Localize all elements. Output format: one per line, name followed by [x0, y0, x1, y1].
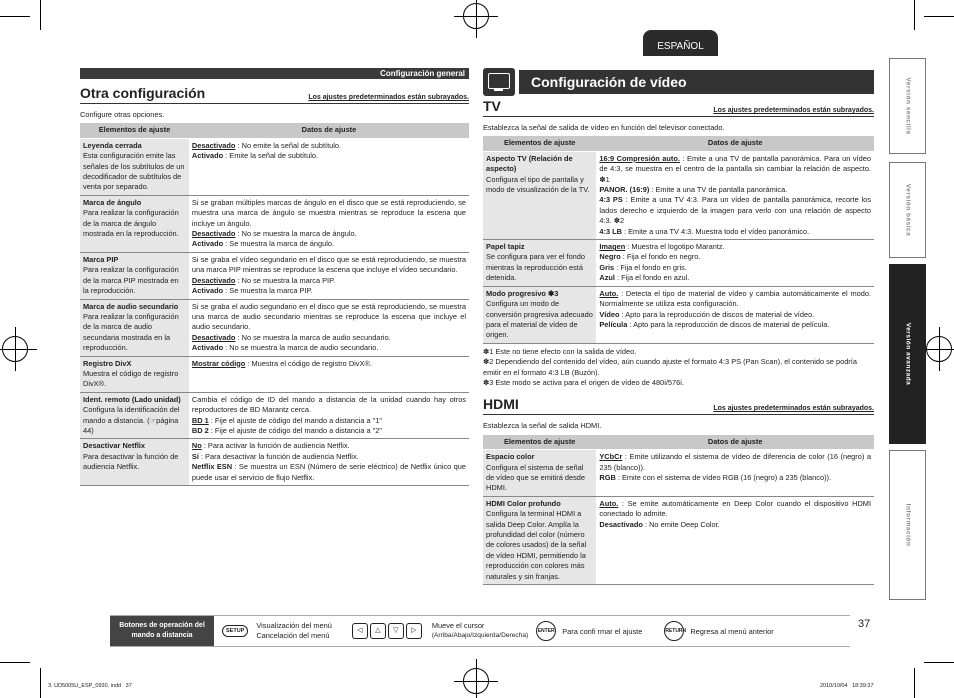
option-line — [192, 452, 466, 462]
option-desc: : Detecta el tipo de material de vídeo y cambia automáticamente el modo. Normalmente se utiliza esta configuración. — [599, 288, 871, 309]
table-row — [80, 299, 469, 356]
option-line — [192, 333, 466, 343]
setting-desc: Para realizar la configuración de la marca de ángulo mostrada en la reproducción. — [83, 208, 179, 239]
setting-name: Papel tapiz — [486, 242, 525, 252]
option-desc: : Para activar la función de audiencia Netflix. — [201, 441, 350, 451]
setup-text: Visualización del menú — [256, 621, 332, 630]
setting-name: Marca de ángulo — [83, 197, 142, 207]
setting-desc: Configura el sistema de señal de vídeo que se emitirá desde HDMI. — [486, 462, 586, 493]
option-key: No — [191, 441, 202, 451]
option-key: Desactivado — [191, 229, 236, 239]
option-line — [192, 343, 466, 353]
column-header: Elementos de ajuste — [483, 435, 596, 450]
setting-name: Registro DivX — [83, 358, 132, 368]
option-desc: : Se emite automáticamente en Deep Color cuando el dispositivo HDMI conectado lo admite. — [599, 498, 871, 519]
setting-item — [80, 439, 189, 486]
option-line — [599, 473, 871, 483]
setting-desc: Para desactivar la función de audiencia Netflix. — [83, 451, 179, 472]
option-desc: : No emite Deep Color. — [642, 519, 720, 529]
option-line — [599, 499, 871, 520]
option-line — [599, 310, 871, 320]
option-desc: : Emite a una TV de pantalla panorámica. — [649, 185, 788, 195]
option-line — [192, 286, 466, 296]
table-row — [80, 392, 469, 439]
remote-buttons-footer — [110, 615, 850, 647]
tab-version-sencilla[interactable] — [889, 58, 926, 154]
table-row — [80, 439, 469, 486]
option-key: 4:3 LB — [599, 226, 622, 236]
option-desc: : Muestra el logotipo Marantz. — [625, 242, 725, 252]
file-slug: 3. UD5005U_ESP_0930. indd 37 — [48, 683, 132, 689]
setting-desc: Para realizar la configuración de la marca PIP mostrada en la reproducción. — [83, 265, 179, 296]
setting-values — [189, 299, 469, 356]
option-line — [599, 273, 871, 283]
option-line — [599, 185, 871, 195]
option-desc: : Muestra el código de registro DivX®. — [245, 358, 372, 368]
hdmi-intro: Establezca la señal de salida HDMI. — [483, 421, 602, 431]
column-header: Datos de ajuste — [189, 123, 469, 138]
footnotes — [483, 347, 874, 389]
setup-button-icon: SETUP — [222, 625, 248, 637]
table-row — [483, 450, 874, 497]
defaults-note: Los ajustes predeterminados están subrayados. — [713, 107, 874, 114]
option-line — [192, 441, 466, 451]
option-line — [192, 151, 466, 161]
setting-values — [596, 240, 874, 287]
setting-item — [483, 286, 596, 343]
setting-item — [80, 252, 189, 299]
tv-intro: Establezca la señal de salida de vídeo en función del televisor conectado. — [483, 123, 725, 132]
column-header: Elementos de ajuste — [483, 136, 596, 151]
footer-label: Botones de operación del mando a distancia — [110, 616, 214, 646]
return-text: Regresa al menú anterior — [690, 626, 774, 636]
option-line — [192, 359, 466, 369]
setting-desc: Se configura para ver el fondo mientras la reproducción está detenida. — [486, 252, 586, 283]
setting-desc: Configura el tipo de pantalla y modo de visualización de la TV. — [486, 174, 590, 195]
option-line — [599, 452, 871, 473]
option-desc: : Se muestra la marca PIP. — [223, 286, 313, 296]
setting-desc: Configura la terminal HDMI a salida Deep Color. Amplía la profundidad del color (número de colores usados) de la señal de vídeo HDMI, permitiendo la reproducción con colores más naturales y sin franjas. — [486, 509, 587, 581]
option-key: Auto. — [599, 288, 619, 298]
section-title: Otra configuración — [80, 85, 206, 101]
option-line — [192, 462, 466, 483]
setting-values — [189, 439, 469, 486]
defaults-note: Los ajustes predeterminados están subrayados. — [713, 405, 874, 413]
option-desc: : Emite a una TV de pantalla panorámica. Para un vídeo de 4:3, se muestra en el centro de la pantalla sin cambiar la relación de aspecto. ✽1 — [599, 153, 871, 184]
option-desc: : Fija el fondo en gris. — [614, 262, 687, 272]
option-key: 4:3 PS — [599, 195, 623, 205]
setting-text: Cambia el código de ID del mando a distancia de la unidad cuando hay otros reproductores de BD Marantz cerca. — [191, 394, 466, 415]
option-key: PANOR. (16:9) — [599, 185, 650, 195]
option-key: YCbCr — [599, 452, 623, 462]
option-key: Activado — [191, 286, 224, 296]
setting-name: Marca de audio secundario — [83, 301, 179, 311]
column-header: Elementos de ajuste — [80, 123, 189, 138]
option-desc: : Emite la señal de subtítulo. — [223, 151, 319, 161]
option-desc: : Se muestra la marca de ángulo. — [223, 239, 335, 249]
settings-table — [80, 123, 469, 486]
option-line — [599, 195, 871, 226]
option-line — [599, 289, 871, 310]
table-row — [483, 151, 874, 239]
setting-values — [189, 356, 469, 392]
setting-values — [596, 151, 874, 239]
setting-name: Espacio color — [486, 452, 535, 462]
option-desc: : No se muestra la marca PIP. — [235, 275, 336, 285]
language-tab — [643, 30, 718, 56]
option-key: Mostrar código — [191, 358, 246, 368]
option-key: Auto. — [599, 498, 619, 508]
setting-item — [80, 392, 189, 439]
option-line — [192, 426, 466, 436]
language-label: ESPAÑOL — [657, 41, 704, 52]
option-desc: : Fije el ajuste de código del mando a distancia a "1" — [208, 415, 383, 425]
setting-desc: Esta configuración emite las señales de los subtítulos de un decodificador de subtítulos de venta por separado. — [83, 151, 185, 192]
cursor-text: (Arriba/Abajo/Izquierda/Derecha) — [431, 632, 529, 639]
table-row — [483, 496, 874, 584]
cursor-text: Mueve el cursor — [431, 621, 485, 630]
intro-text: Configure otras opciones. — [80, 110, 165, 119]
option-key: RGB — [599, 472, 616, 482]
option-desc: : Apto para la reproducción de discos de material de vídeo. — [619, 309, 815, 319]
setting-item — [80, 138, 189, 195]
option-key: BD 2 — [191, 425, 209, 435]
setting-name: Aspecto TV (Relación de aspecto) — [486, 153, 573, 174]
option-line — [192, 276, 466, 286]
defaults-note: Los ajustes predeterminados están subrayados. — [308, 94, 469, 101]
option-key: Desactivado — [191, 140, 236, 150]
option-desc: : No emite la señal de subtítulo. — [235, 140, 342, 150]
right-column — [483, 68, 874, 585]
option-key: Azul — [599, 273, 615, 283]
option-line — [599, 154, 871, 185]
option-key: Desactivado — [191, 275, 236, 285]
setting-values — [189, 195, 469, 252]
option-line — [599, 242, 871, 252]
option-key: Activado — [191, 343, 224, 353]
tv-table — [483, 136, 874, 343]
option-desc: : Fija el fondo en negro. — [620, 252, 701, 262]
tab-label: Versión sencilla — [904, 77, 911, 135]
return-button-icon: RETURN — [664, 621, 684, 641]
setting-text: Si se graban múltiples marcas de ángulo en el disco que se está reproduciendo, se muestra una marca de ángulo se muestra mientras se reproduce la escena que incluye un ángulo. — [191, 197, 466, 228]
setting-item — [483, 240, 596, 287]
tv-icon — [483, 68, 515, 96]
tv-heading: TV — [483, 98, 501, 114]
date-slug: 2010/10/04 18:39:37 — [820, 683, 874, 689]
cursor-buttons-icon: ◁ △ ▽ ▷ — [352, 623, 422, 639]
option-key: Desactivado — [191, 332, 236, 342]
option-desc: : Para desactivar la función de audiencia Netflix. — [198, 451, 359, 461]
setting-item — [80, 195, 189, 252]
option-desc: : Fije el ajuste de código del mando a distancia a "2" — [208, 425, 383, 435]
page-number: 37 — [858, 618, 871, 630]
registration-mark — [463, 3, 489, 29]
option-key: Desactivado — [599, 519, 643, 529]
option-key: Vídeo — [599, 309, 620, 319]
table-row — [483, 286, 874, 343]
setting-desc: Muestra el código de registro DivX®. — [83, 368, 179, 389]
setting-text: Si se graba el vídeo segundario en el disco que se está reproduciendo, se muestra una marca PIP mientras se reproduce la escena que incluye el vídeo secundario. — [191, 254, 466, 275]
table-row — [80, 356, 469, 392]
setup-text: Cancelación del menú — [256, 631, 330, 640]
option-line — [192, 239, 466, 249]
option-desc: : Se muestra un ESN (Número de serie eléctrico) de Netflix único que puede usar el servicio de flujo Netflix. — [191, 462, 466, 482]
option-key: Negro — [599, 252, 621, 262]
option-desc: : No se muestra la marca de ángulo. — [235, 229, 357, 239]
column-header: Datos de ajuste — [596, 136, 874, 151]
setting-values — [189, 252, 469, 299]
tab-informacion[interactable] — [889, 450, 926, 600]
option-line — [599, 320, 871, 330]
footnote: ✽3 Este modo se activa para el origen de vídeo de 480i/576i. — [483, 377, 684, 387]
setting-name: HDMI Color profundo — [486, 498, 561, 508]
registration-mark — [2, 336, 28, 362]
option-line — [599, 263, 871, 273]
option-key: Activado — [191, 239, 224, 249]
setting-name: Desactivar Netflix — [83, 441, 146, 451]
section-title: Configuración de vídeo — [531, 74, 687, 90]
setting-item — [483, 151, 596, 239]
enter-button-icon: ENTER — [536, 621, 556, 641]
setting-desc: Para realizar la configuración de la marca de audio secundaria mostrada en la reproducción. — [83, 311, 179, 353]
registration-mark — [926, 336, 952, 362]
option-desc: : No se muestra la marca de audio secundario. — [235, 332, 391, 342]
table-row — [80, 138, 469, 195]
option-key: BD 1 — [191, 415, 209, 425]
option-desc: : Emite utilizando el sistema de vídeo de diferencia de color (16 (negro) a 235 (blanco)). — [599, 452, 871, 472]
setting-name: Modo progresivo ✽3 — [486, 288, 559, 298]
option-key: Película — [599, 319, 628, 329]
setting-values — [596, 496, 874, 584]
option-desc: : Fija el fondo en azul. — [614, 273, 690, 283]
option-desc: : No se muestra la marca de audio secundario. — [223, 343, 379, 353]
option-line — [192, 141, 466, 151]
footnote: ✽1 Este no tiene efecto con la salida de vídeo. — [483, 346, 637, 356]
setting-text: Si se graba el audio segundario en el disco que se está reproduciendo, se muestra una marca de audio secundario mientras se reproduce la escena que incluye el audio secundario. — [191, 301, 466, 332]
setting-desc: Configura un modo de conversión progresiva adecuado para el material de vídeo de origen. — [486, 299, 593, 340]
left-column — [80, 68, 469, 486]
hdmi-table — [483, 435, 874, 585]
tab-label: Información — [904, 503, 911, 547]
tab-version-avanzada[interactable] — [889, 264, 926, 444]
table-row — [80, 195, 469, 252]
option-line — [599, 227, 871, 237]
registration-mark — [463, 668, 489, 694]
option-line — [599, 252, 871, 262]
hdmi-heading: HDMI — [483, 396, 519, 413]
setting-item — [483, 450, 596, 497]
option-desc: : Emite a una TV 4:3. Para un vídeo de pantalla panorámica, recorte los lados derecho e izquierdo de la imagen para verlo con una relación de aspecto 4:3. ✽2 — [599, 195, 871, 226]
option-desc: : Apto para la reproducción de discos de material de película. — [627, 319, 830, 329]
section-title-bar — [519, 70, 874, 94]
setting-item — [483, 496, 596, 584]
option-key: 16:9 Compresión auto. — [599, 153, 680, 163]
option-key: Netflix ESN — [191, 462, 233, 472]
setting-name: Marca PIP — [83, 254, 119, 264]
setting-item — [80, 356, 189, 392]
option-key: Gris — [599, 262, 615, 272]
option-key: Imagen — [599, 242, 626, 252]
setting-name: Leyenda cerrada — [83, 140, 142, 150]
setting-desc: Configura la identificación del mando a distancia. (☞página 44) — [83, 405, 180, 435]
setting-item — [80, 299, 189, 356]
option-key: Sí — [191, 451, 199, 461]
enter-text: Para confi rmar el ajuste — [562, 626, 643, 636]
footnote: ✽2 Dependiendo del contenido del vídeo, aún cuando ajuste el formato 4:3 PS (Pan Scan), el contenido se podría emitir en el formato 4:3 LB (Buzón). — [483, 357, 857, 377]
table-row — [483, 240, 874, 287]
setting-values — [189, 392, 469, 439]
tab-label: Versión básica — [904, 183, 911, 237]
setting-values — [189, 138, 469, 195]
option-desc: : Emite con el sistema de vídeo RGB (16 (negro) a 235 (blanco)). — [615, 472, 832, 482]
option-line — [192, 416, 466, 426]
setting-values — [596, 450, 874, 497]
setting-name: Ident. remoto (Lado unidad) — [83, 394, 181, 404]
section-bar: Configuración general — [80, 68, 469, 79]
table-row — [80, 252, 469, 299]
tab-version-basica[interactable] — [889, 162, 926, 258]
option-line — [192, 229, 466, 239]
column-header: Datos de ajuste — [596, 435, 874, 450]
option-desc: : Emite a una TV 4:3. Muestra todo el vídeo panorámico. — [621, 226, 810, 236]
option-key: Activado — [191, 151, 224, 161]
tab-label: Versión avanzada — [904, 322, 911, 386]
option-line — [599, 520, 871, 530]
setting-values — [596, 286, 874, 343]
